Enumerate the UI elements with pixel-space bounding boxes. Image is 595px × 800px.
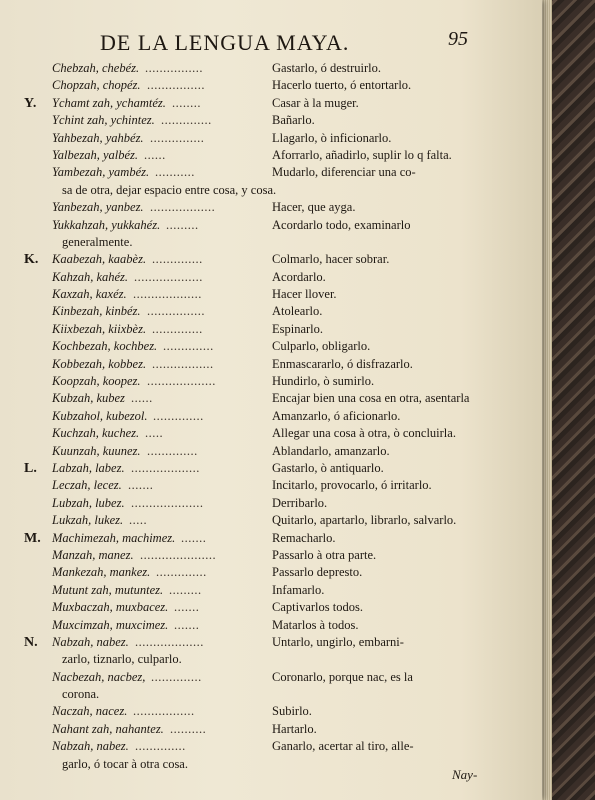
spanish-gloss: Hacer llover. [272,287,337,302]
maya-term: Kahzah, kahéz. [52,269,129,284]
maya-term: Nahant zah, nahantez. [52,721,164,736]
page-header [100,30,480,60]
maya-term: Ychint zah, ychintez. [52,113,155,128]
maya-term: Chopzah, chopéz. [52,78,141,93]
maya-term: Nacbezah, nacbez, [52,669,146,684]
spanish-gloss: Gastarlo, ó destruirlo. [272,61,382,75]
leader-dots: ................. [133,704,195,719]
dictionary-entry [0,530,542,547]
spanish-gloss: Ganarlo, acertar al tiro, alle- [272,739,414,754]
spanish-gloss: Passarlo à otra parte. [272,547,377,562]
leader-dots: .............. [135,739,186,754]
dictionary-entry [0,582,542,599]
continuation-text: garlo, ó tocar à otra cosa. [62,756,188,771]
maya-term: Nabzah, nabez. [52,634,129,649]
maya-term: Muxcimzah, muxcimez. [52,617,169,632]
leader-dots: ........... [155,165,195,180]
leader-dots: ......... [169,582,202,597]
spanish-gloss: Hundirlo, ò sumirlo. [272,374,375,389]
spanish-gloss: Allegar una cosa à otra, ò concluirla. [272,426,456,441]
dictionary-entry [0,738,542,755]
dictionary-entry [0,425,542,442]
catchword: Nay- [452,767,478,782]
leader-dots: .......... [170,721,207,736]
spanish-gloss: Amanzarlo, ó aficionarlo. [272,408,401,423]
section-letter: N. [24,634,38,650]
spanish-gloss: Aforrarlo, añadirlo, suplir lo q falta. [272,147,452,162]
spanish-gloss: Hacer, que ayga. [272,200,356,215]
dictionary-entry [0,599,542,616]
maya-term: Mankezah, mankez. [52,565,151,580]
entry-continuation [0,234,542,251]
spanish-gloss: Matarlos à todos. [272,617,359,632]
leader-dots: .............. [147,443,198,458]
maya-term: Naczah, nacez. [52,704,128,719]
leader-dots: ....... [174,617,200,632]
leader-dots: ............... [150,130,205,145]
maya-term: Koopzah, koopez. [52,374,141,389]
maya-term: Kaxzah, kaxéz. [52,287,127,302]
dictionary-entry [0,390,542,407]
maya-term: Kiixbezah, kiixbèz. [52,321,147,336]
maya-term: Kaabezah, kaabèz. [52,252,147,267]
dictionary-entry [0,77,542,94]
dictionary-entry [0,495,542,512]
leader-dots: ...... [131,391,153,406]
maya-term: Mutunt zah, mutuntez. [52,582,164,597]
maya-term: Manzah, manez. [52,547,134,562]
leader-dots: ................... [135,634,204,649]
maya-term: Muxbaczah, muxbacez. [52,600,169,615]
maya-term: Nabzah, nabez. [52,739,129,754]
spanish-gloss: Infamarlo. [272,582,325,597]
dictionary-entry [0,130,542,147]
spanish-gloss: Colmarlo, hacer sobrar. [272,252,390,267]
dictionary-entry [0,303,542,320]
dictionary-entry [0,477,542,494]
dictionary-entry [0,164,542,181]
leader-dots: .............. [163,339,214,354]
dictionary-entries [0,60,542,773]
dictionary-entry [0,408,542,425]
dictionary-entry [0,564,542,581]
spanish-gloss: Bañarlo. [272,113,315,128]
dictionary-entry [0,460,542,477]
dictionary-entry [0,269,542,286]
dictionary-entry [0,373,542,390]
dictionary-entry [0,251,542,268]
dictionary-entry [0,634,542,651]
maya-term: Chebzah, chebéz. [52,61,140,75]
dictionary-entry [0,286,542,303]
spanish-gloss: Enmascararlo, ó disfrazarlo. [272,356,413,371]
spanish-gloss: Espinarlo. [272,321,324,336]
entry-continuation [0,686,542,703]
leader-dots: ..... [129,513,148,528]
maya-term: Kuchzah, kuchez. [52,426,140,441]
leader-dots: ................... [134,269,203,284]
leader-dots: ..... [145,426,164,441]
spanish-gloss: Coronarlo, porque nac, es la [272,669,413,684]
leader-dots: .................... [131,495,204,510]
maya-term: Lubzah, lubez. [52,495,125,510]
maya-term: Ychamt zah, ychamtéz. [52,95,166,110]
maya-term: Lukzah, lukez. [52,513,124,528]
spanish-gloss: Ablandarlo, amanzarlo. [272,443,390,458]
leader-dots: ................ [147,78,205,93]
dictionary-entry [0,356,542,373]
dictionary-entry [0,617,542,634]
spanish-gloss: Passarlo depresto. [272,565,363,580]
entry-continuation [0,651,542,668]
spanish-gloss: Acordarlo. [272,269,326,284]
leader-dots: ....... [128,478,154,493]
dictionary-entry [0,669,542,686]
spanish-gloss: Quitarlo, apartarlo, librarlo, salvarlo. [272,513,457,528]
spanish-gloss: Mudarlo, diferenciar una co- [272,165,416,180]
dictionary-entry [0,60,542,77]
section-letter: Y. [24,95,37,111]
spanish-gloss: Captivarlos todos. [272,600,363,615]
spanish-gloss: Casar à la muger. [272,95,359,110]
leader-dots: .............. [152,321,203,336]
maya-term: Kubzah, kubez [52,391,125,406]
maya-term: Yahbezah, yahbéz. [52,130,144,145]
maya-term: Machimezah, machimez. [52,530,176,545]
dictionary-entry [0,112,542,129]
dictionary-entry [0,512,542,529]
spanish-gloss: Hacerlo tuerto, ó entortarlo. [272,78,412,93]
dictionary-entry [0,217,542,234]
spanish-gloss: Encajar bien una cosa en otra, asentarla [272,391,470,406]
leader-dots: ....... [174,600,200,615]
dictionary-entry [0,721,542,738]
maya-term: Yukkahzah, yukkahéz. [52,217,161,232]
leader-dots: ................... [147,374,216,389]
maya-term: Yanbezah, yanbez. [52,200,144,215]
continuation-text: generalmente. [62,234,133,249]
dictionary-entry [0,321,542,338]
leader-dots: ........ [172,95,201,110]
spanish-gloss: Hartarlo. [272,721,317,736]
dictionary-entry [0,443,542,460]
spanish-gloss: Incitarlo, provocarlo, ó irritarlo. [272,478,432,493]
leader-dots: .............. [161,113,212,128]
spanish-gloss: Acordarlo todo, examinarlo [272,217,411,232]
page-number: 95 [448,28,468,50]
section-letter: K. [24,252,39,268]
leader-dots: .............. [153,408,204,423]
leader-dots: .............. [151,669,202,684]
maya-term: Kochbezah, kochbez. [52,339,158,354]
maya-term: Kuunzah, kuunez. [52,443,141,458]
maya-term: Yambezah, yambéz. [52,165,150,180]
leader-dots: .............. [156,565,207,580]
spanish-gloss: Llagarlo, ò inficionarlo. [272,130,392,145]
running-title: DE LA LENGUA MAYA. [100,30,350,55]
section-letter: M. [24,530,41,546]
maya-term: Kubzahol, kubezol. [52,408,148,423]
entry-continuation [0,182,542,199]
dictionary-entry [0,95,542,112]
dictionary-entry [0,703,542,720]
leader-dots: ................... [131,460,200,475]
spanish-gloss: Gastarlo, ò antiquarlo. [272,460,384,475]
dictionary-entry [0,147,542,164]
spanish-gloss: Remacharlo. [272,530,336,545]
spanish-gloss: Atolearlo. [272,304,323,319]
maya-term: Labzah, labez. [52,460,125,475]
leader-dots: ................ [145,61,203,75]
leader-dots: .............. [152,252,203,267]
maya-term: Kobbezah, kobbez. [52,356,147,371]
leader-dots: ................. [152,356,214,371]
spanish-gloss: Subirlo. [272,704,312,719]
dictionary-entry [0,199,542,216]
leader-dots: ................ [147,304,205,319]
continuation-text: zarlo, tiznarlo, culparlo. [62,652,182,667]
spanish-gloss: Untarlo, ungirlo, embarni- [272,634,404,649]
leader-dots: ...... [144,147,166,162]
leader-dots: ....... [181,530,207,545]
maya-term: Kinbezah, kinbéz. [52,304,141,319]
dictionary-entry [0,547,542,564]
leader-dots: ................... [133,287,202,302]
spanish-gloss: Culparlo, obligarlo. [272,339,371,354]
page-edges [542,0,552,800]
continuation-text: sa de otra, dejar espacio entre cosa, y cosa. [62,182,277,197]
leader-dots: ......... [166,217,199,232]
spanish-gloss: Derribarlo. [272,495,328,510]
continuation-text: corona. [62,687,100,702]
section-letter: L. [24,460,37,476]
leader-dots: .................. [150,200,216,215]
leader-dots: ..................... [140,547,217,562]
maya-term: Yalbezah, yalbéz. [52,147,138,162]
maya-term: Leczah, lecez. [52,478,122,493]
dictionary-entry [0,338,542,355]
